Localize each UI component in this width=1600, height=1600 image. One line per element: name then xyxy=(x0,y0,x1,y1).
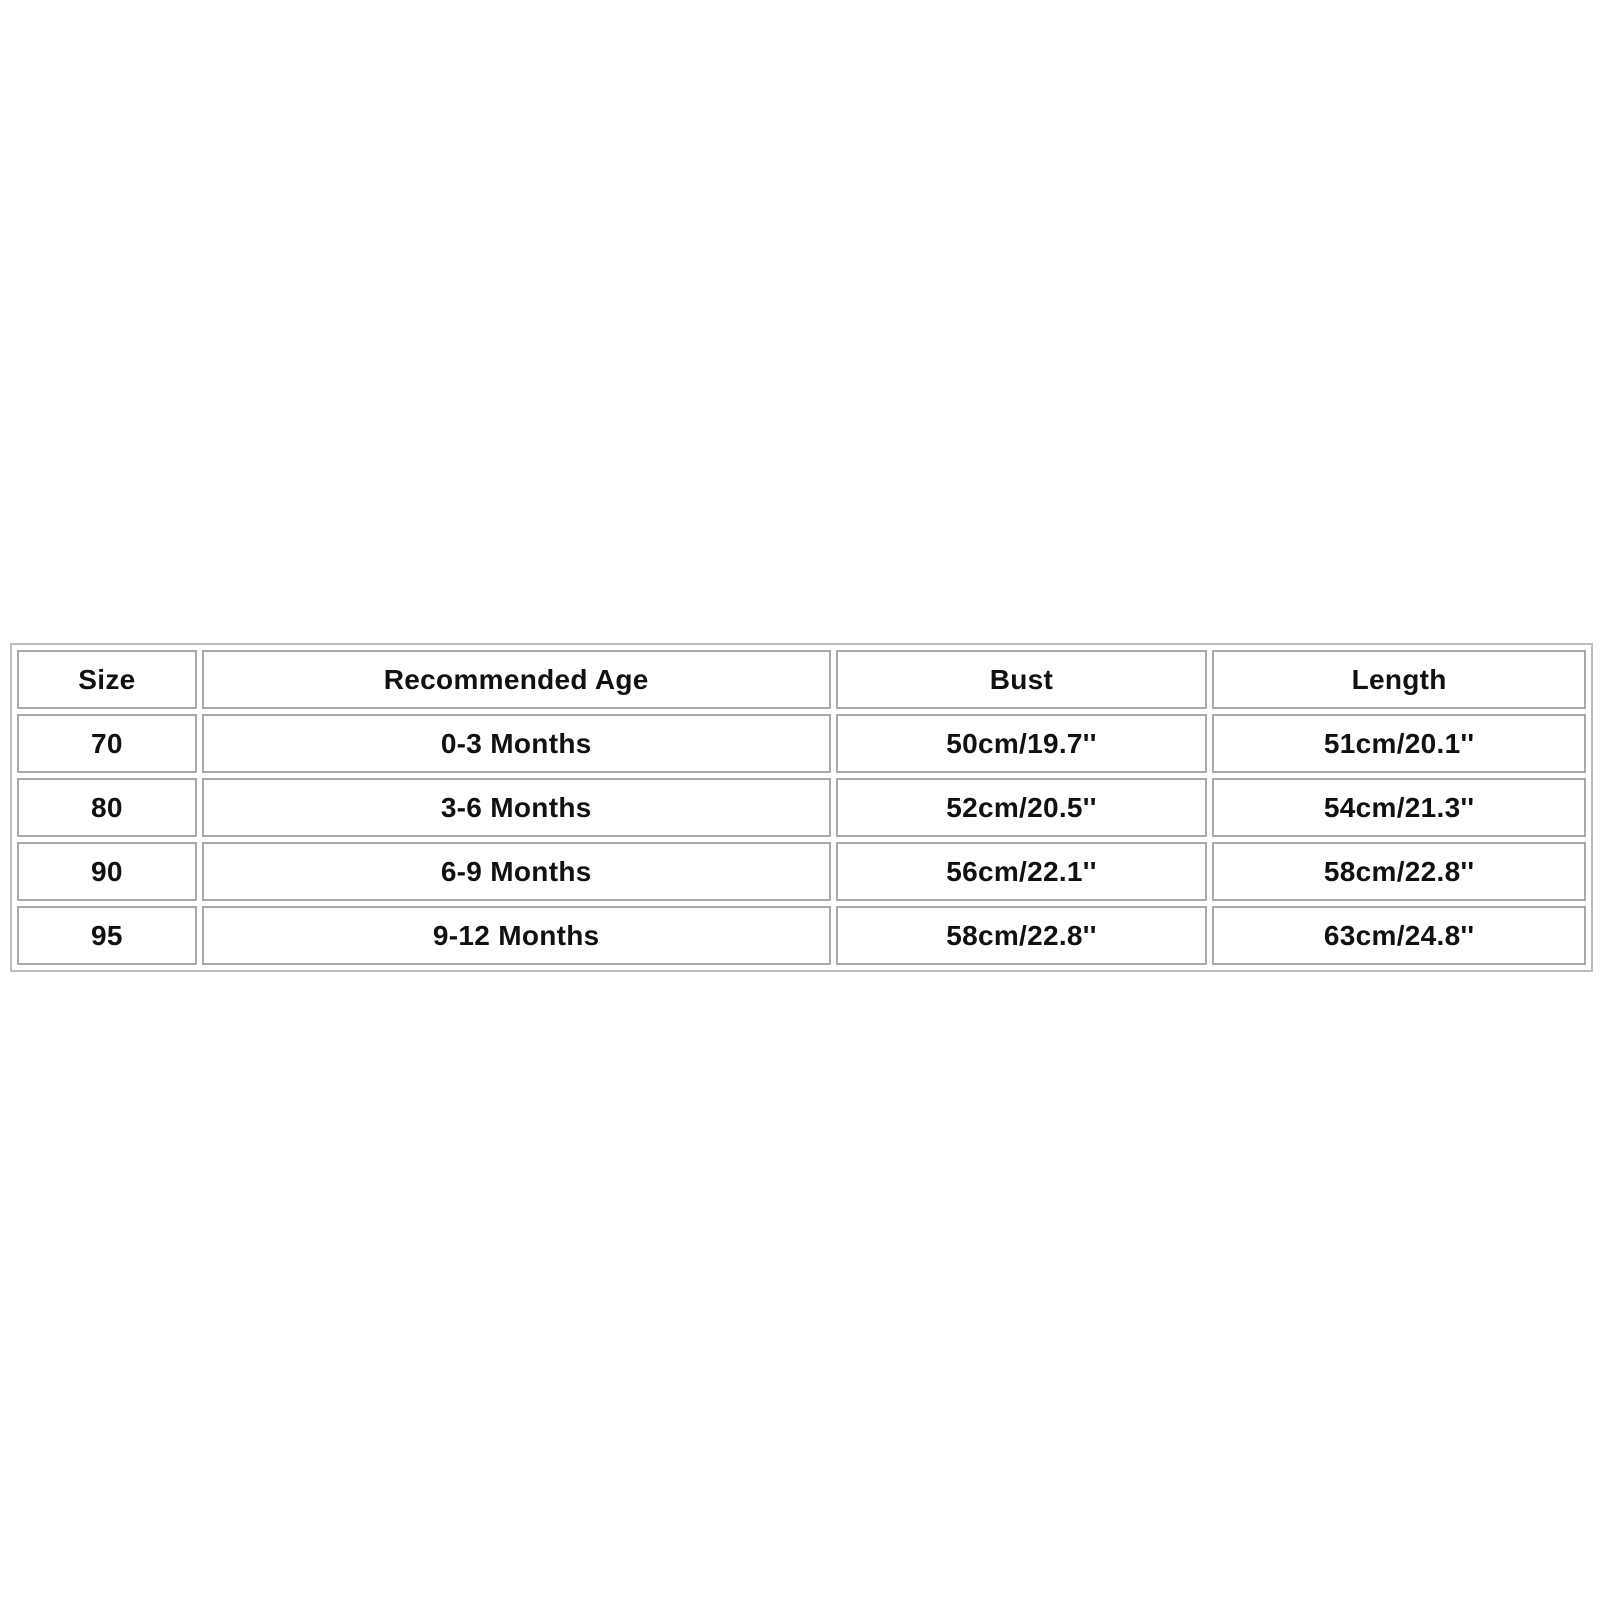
cell-size: 80 xyxy=(17,778,197,837)
cell-size: 95 xyxy=(17,906,197,965)
cell-recommended-age: 9-12 Months xyxy=(202,906,831,965)
header-bust: Bust xyxy=(836,650,1208,709)
cell-bust: 52cm/20.5'' xyxy=(836,778,1208,837)
table-row xyxy=(17,714,1586,773)
header-length: Length xyxy=(1212,650,1586,709)
cell-length: 63cm/24.8'' xyxy=(1212,906,1586,965)
header-recommended-age: Recommended Age xyxy=(202,650,831,709)
cell-length: 58cm/22.8'' xyxy=(1212,842,1586,901)
cell-recommended-age: 3-6 Months xyxy=(202,778,831,837)
table-header-row xyxy=(17,650,1586,709)
cell-recommended-age: 6-9 Months xyxy=(202,842,831,901)
table-row xyxy=(17,778,1586,837)
cell-bust: 56cm/22.1'' xyxy=(836,842,1208,901)
cell-recommended-age: 0-3 Months xyxy=(202,714,831,773)
header-size: Size xyxy=(17,650,197,709)
cell-length: 51cm/20.1'' xyxy=(1212,714,1586,773)
cell-bust: 50cm/19.7'' xyxy=(836,714,1208,773)
table-row xyxy=(17,842,1586,901)
cell-size: 90 xyxy=(17,842,197,901)
cell-size: 70 xyxy=(17,714,197,773)
size-chart-table xyxy=(10,643,1593,972)
cell-length: 54cm/21.3'' xyxy=(1212,778,1586,837)
table-row xyxy=(17,906,1586,965)
cell-bust: 58cm/22.8'' xyxy=(836,906,1208,965)
